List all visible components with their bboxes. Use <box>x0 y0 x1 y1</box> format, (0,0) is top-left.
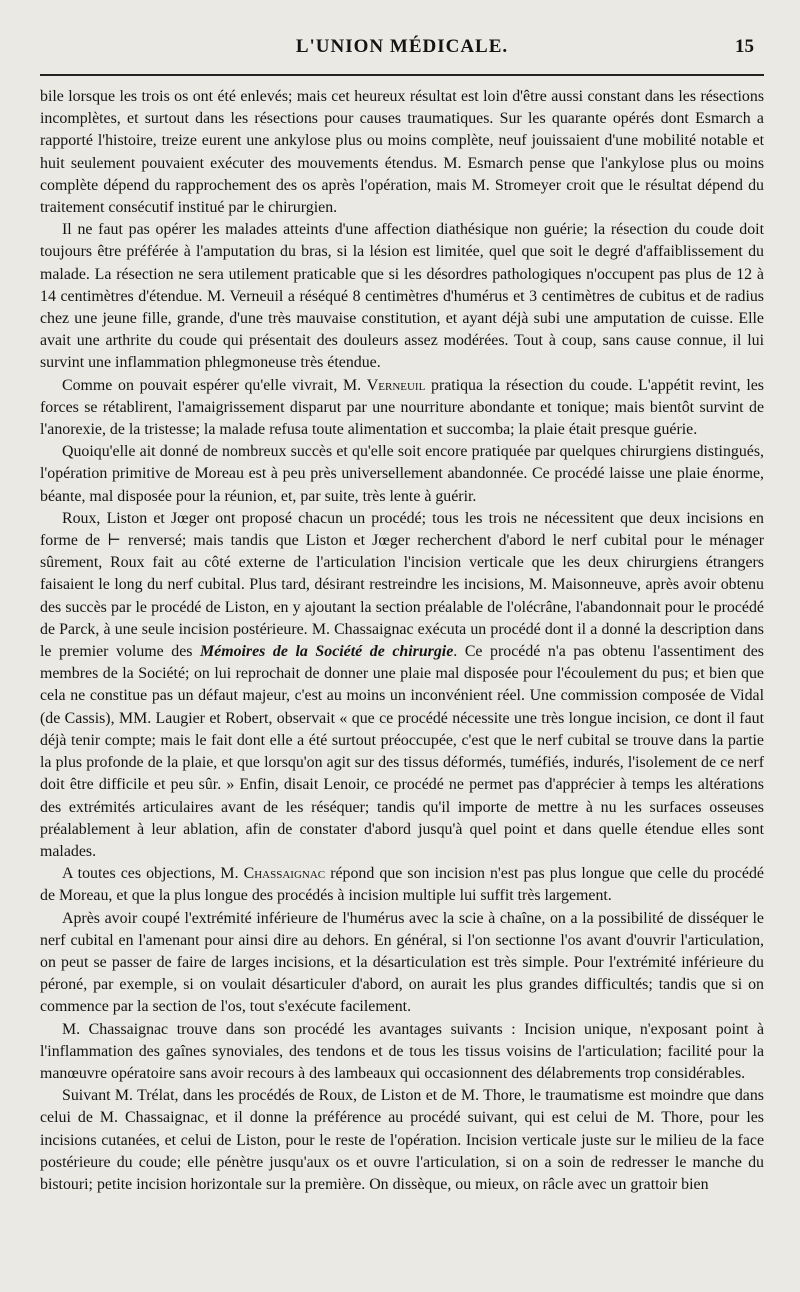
text-segment: répond que son incision n'est pas plus longue que celle du procédé de Moreau, et que la plus longue des procédés à incision multiple lui suffit très largement. <box>40 865 764 905</box>
text-segment: A toutes ces objections, M. <box>62 865 244 883</box>
text-segment: Roux, Liston et Jœger ont proposé chacun un procédé; tous les trois ne nécessitent que deux incisions en forme de ⊢ renversé; mais tandis que Liston et Jœger recherchent d'abord le nerf cubital pour le ménager sûrement, Roux fait au côté externe de l'articulation l'incision verticale que les deux chirurgiens étrangers faisaient le long du nerf cubital. Plus tard, désirant restreindre les incisions, M. Maisonneuve, après avoir obtenu des succès par le procédé de Liston, en y ajoutant la section préalable de l'olécrâne, l'abandonnait pour le procédé de Parck, à une seule incision postérieure. M. Chassaignac exécuta un procédé dont il a donné la description dans le premier volume des <box>40 509 764 661</box>
paragraph-p2 <box>40 219 764 374</box>
page-number: 15 <box>735 36 754 57</box>
text-segment: M. Chassaignac trouve dans son procédé les avantages suivants : Incision unique, n'exposant point à l'inflammation des gaînes synoviales, des tendons et de tous les tissus voisins de l'articulation; facilité pour la manœuvre opératoire sans avoir recours à des lambeaux qui occasionnent des délabrements trop considérables. <box>40 1020 764 1082</box>
paragraph-p8 <box>40 1019 764 1086</box>
header-rule <box>40 74 764 76</box>
running-title: L'UNION MÉDICALE. <box>295 36 509 57</box>
page-header <box>40 30 764 62</box>
text-segment: Il ne faut pas opérer les malades atteints d'une affection diathésique non guérie; la résection du coude doit toujours être préférée à l'amputation du bras, si la lésion est limitée, quel que soit le degré d'affaiblissement du malade. La résection ne sera utilement praticable que si les désordres pathologiques n'occupent pas plus de 12 à 14 centimètres d'étendue. M. Verneuil a réséqué 8 centimètres d'humérus et 3 centimètres de cubitus et de radius chez une jeune fille, grande, d'une très mauvaise constitution, et ayant déjà subi une amputation de cuisse. Elle avait une arthrite du coude qui présentait des douleurs assez modérées. Tout à coup, sans cause connue, il lui survint une inflammation phlegmoneuse très étendue. <box>40 221 764 372</box>
text-segment: . Ce procédé n'a pas obtenu l'assentiment des membres de la Société; on lui reprochait de donner une plaie mal disposée pour l'écoulement du pus; et bien que cela ne constitue pas un défaut majeur, c'est au moins un inconvénient réel. Une commission composée de Vidal (de Cassis), MM. Laugier et Robert, observait « que ce procédé nécessite une très longue incision, ce dont il faut déjà tenir compte; mais le fait dont elle a été surtout préoccupée, c'est que le nerf cubital se trouve dans la partie la plus profonde de la plaie, et que lorsqu'on agit sur des tissus déformés, tuméfiés, indurés, l'isolement de ce nerf doit être difficile et peu sûr. » Enfin, disait Lenoir, ce procédé ne permet pas d'apprécier à temps les altérations des extrémités articulaires avant de les réséquer; tandis qu'il importe de mettre à nu les surfaces osseuses préalablement à leur ablation, afin de constater d'abord jusqu'à quel point et dans quelle étendue elles sont malades. <box>40 643 764 860</box>
text-segment: Mémoires de la Société de chirurgie <box>200 643 454 661</box>
paragraph-p7 <box>40 908 764 1019</box>
text-segment: pratiqua la résection du coude. L'appétit revint, les forces se rétablirent, l'amaigrissement disparut par une nourriture abondante et tonique; mais bientôt survint de l'anorexie, de la tristesse; la malade refusa toute alimentation et succomba; la plaie était presque guérie. <box>40 376 764 439</box>
text-segment: Quoiqu'elle ait donné de nombreux succès et qu'elle soit encore pratiquée par quelques chirurgiens distingués, l'opération primitive de Moreau est à peu près universellement abandonnée. Ce procédé laisse une plaie énorme, béante, mal disposée pour la réunion, et, par suite, très lente à guérir. <box>40 443 764 505</box>
paragraph-p3 <box>40 375 764 442</box>
paragraph-p9 <box>40 1085 764 1196</box>
paragraph-p5 <box>40 508 764 863</box>
paragraph-p1 <box>40 86 764 219</box>
paragraph-p4 <box>40 441 764 508</box>
text-segment: Comme on pouvait espérer qu'elle vivrait, M. <box>62 376 367 394</box>
body-text <box>40 86 764 1196</box>
paragraph-p6 <box>40 863 764 907</box>
text-segment: bile lorsque les trois os ont été enlevés; mais cet heureux résultat est loin d'être aussi constant dans les résections incomplètes, et surtout dans les résections pour causes traumatiques. Sur les quarante opérés dont Esmarch a rapporté l'histoire, treize eurent une ankylose plus ou moins complète, neuf jouissaient d'une mobilité notable et huit seulement pouvaient exécuter des mouvements étendus. M. Esmarch pense que l'ankylose plus ou moins complète dépend du rapprochement des os après l'opération, mais M. Stromeyer croit que le résultat dépend du traitement consécutif institué par le chirurgien. <box>40 88 764 217</box>
text-segment: Verneuil <box>366 376 426 394</box>
text-segment: Suivant M. Trélat, dans les procédés de Roux, de Liston et de M. Thore, le traumatisme est moindre que dans celui de M. Chassaignac, et il donne la préférence au procédé suivant, qui est celui de M. Thore, pour les incisions cutanées, et celui de Liston, pour le reste de l'opération. Incision verticale juste sur le milieu de la face postérieure du coude; elle pénètre jusqu'aux os et ouvre l'articulation, si on a soin de redresser le manche du bistouri; petite incision horizontale sur la première. On dissèque, ou mieux, on râcle avec un grattoir bien <box>40 1087 764 1193</box>
text-segment: Chassaignac <box>243 865 326 883</box>
text-segment: Après avoir coupé l'extrémité inférieure de l'humérus avec la scie à chaîne, on a la possibilité de disséquer le nerf cubital en l'amenant pour ainsi dire au dehors. En général, si l'on sectionne l'os avant d'ouvrir l'articulation, on peut se passer de faire de larges incisions, et la désarticulation est très simple. Pour l'extrémité inférieure du péroné, par exemple, si on voulait désarticuler d'abord, on aurait les plus grandes difficultés; tandis que si on commence par la section de l'os, tout s'exécute facilement. <box>40 909 764 1016</box>
